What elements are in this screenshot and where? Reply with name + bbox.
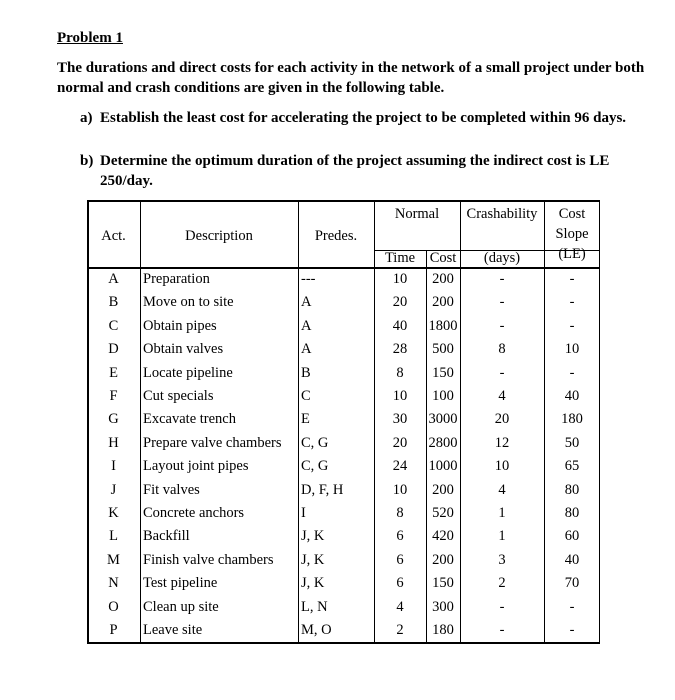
row-normal-time: 40 xyxy=(392,317,408,334)
header-act: Act. xyxy=(101,228,126,244)
row-description: Backfill xyxy=(143,528,190,545)
row-normal-time: 20 xyxy=(392,294,408,311)
row-crashability: 20 xyxy=(494,411,510,428)
row-crashability: 4 xyxy=(498,481,506,498)
row-predecessors: C xyxy=(301,388,311,404)
row-crashability: - xyxy=(499,364,505,381)
row-crashability: - xyxy=(499,622,505,638)
col-border-act xyxy=(140,200,141,642)
row-normal-cost: 500 xyxy=(432,341,454,358)
row-crashability: 2 xyxy=(498,575,506,592)
row-act: J xyxy=(110,481,117,498)
row-description: Prepare valve chambers xyxy=(143,434,282,451)
row-description: Move on to site xyxy=(143,294,234,311)
row-predecessors: J, K xyxy=(301,575,325,592)
row-predecessors: B xyxy=(301,364,311,381)
row-predecessors: A xyxy=(301,341,312,358)
row-crashability: 10 xyxy=(494,458,510,475)
row-predecessors: E xyxy=(301,411,310,428)
header-days: (days) xyxy=(483,250,521,266)
table-top-border xyxy=(87,200,600,202)
row-predecessors: J, K xyxy=(301,528,325,545)
row-cost-slope: - xyxy=(569,271,575,287)
question-b-text: Determine the optimum duration of the project assuming the indirect cost is LE 250/day. xyxy=(100,153,610,189)
row-cost-slope: - xyxy=(569,317,575,334)
row-description: Layout joint pipes xyxy=(143,458,249,475)
row-normal-time: 6 xyxy=(396,575,404,592)
row-normal-cost: 520 xyxy=(432,505,454,521)
row-description: Finish valve chambers xyxy=(143,551,274,568)
header-cost-slope-1: Cost xyxy=(558,206,586,222)
row-description: Obtain valves xyxy=(143,341,224,358)
row-cost-slope: 70 xyxy=(564,575,580,592)
row-predecessors: L, N xyxy=(301,598,328,615)
row-cost-slope: 50 xyxy=(564,434,580,451)
table-header-bottom-rule xyxy=(87,267,600,269)
row-normal-cost: 200 xyxy=(432,294,454,311)
row-crashability: - xyxy=(499,598,505,615)
problem-intro: The durations and direct costs for each activity in the network of a small project under both normal and crash conditions are given in the following table. xyxy=(57,60,645,96)
row-cost-slope: - xyxy=(569,622,575,638)
row-description: Fit valves xyxy=(143,481,200,498)
row-normal-cost: 100 xyxy=(432,388,454,404)
row-crashability: 12 xyxy=(494,434,510,451)
row-description: Cut specials xyxy=(143,388,214,404)
problem-title: Problem 1 xyxy=(57,30,123,46)
row-act: L xyxy=(109,528,118,545)
table-bottom-border xyxy=(87,642,600,644)
header-cost: Cost xyxy=(429,250,457,266)
row-crashability: 4 xyxy=(498,388,506,404)
row-normal-cost: 150 xyxy=(432,364,454,381)
row-crashability: 8 xyxy=(498,341,506,358)
row-cost-slope: 80 xyxy=(564,481,580,498)
row-cost-slope: 10 xyxy=(564,341,580,358)
question-b-label: b) xyxy=(80,153,94,169)
row-cost-slope: - xyxy=(569,364,575,381)
row-normal-cost: 1800 xyxy=(428,317,458,334)
row-act: I xyxy=(111,458,116,475)
row-predecessors: C, G xyxy=(301,458,329,475)
row-predecessors: I xyxy=(301,505,306,521)
header-description: Description xyxy=(185,228,253,244)
row-description: Preparation xyxy=(143,271,210,287)
row-normal-time: 8 xyxy=(396,364,404,381)
question-a-label: a) xyxy=(80,110,93,126)
row-cost-slope: - xyxy=(569,294,575,311)
row-predecessors: A xyxy=(301,294,312,311)
row-predecessors: --- xyxy=(301,271,316,287)
row-cost-slope: 40 xyxy=(564,551,580,568)
row-act: G xyxy=(108,411,119,428)
row-cost-slope: 80 xyxy=(564,505,580,521)
row-crashability: - xyxy=(499,294,505,311)
row-predecessors: J, K xyxy=(301,551,325,568)
header-normal: Normal xyxy=(394,206,440,222)
row-cost-slope: 65 xyxy=(564,458,580,475)
row-normal-time: 24 xyxy=(392,458,408,475)
row-normal-time: 6 xyxy=(396,551,404,568)
row-crashability: - xyxy=(499,271,505,287)
row-normal-cost: 300 xyxy=(432,598,454,615)
row-predecessors: A xyxy=(301,317,312,334)
header-predes: Predes. xyxy=(314,228,358,244)
row-description: Excavate trench xyxy=(143,411,236,428)
row-description: Clean up site xyxy=(143,598,219,615)
row-predecessors: C, G xyxy=(301,434,329,451)
activity-table xyxy=(87,200,600,642)
col-border-desc xyxy=(298,200,299,642)
row-act: N xyxy=(108,575,119,592)
row-predecessors: M, O xyxy=(301,622,332,638)
row-act: P xyxy=(109,622,118,638)
row-cost-slope: 60 xyxy=(564,528,580,545)
row-act: D xyxy=(108,341,119,358)
header-crashability: Crashability xyxy=(466,206,538,222)
row-normal-cost: 420 xyxy=(432,528,454,545)
row-act: C xyxy=(108,317,119,334)
row-normal-time: 10 xyxy=(392,271,408,287)
row-normal-time: 30 xyxy=(392,411,408,428)
row-normal-time: 4 xyxy=(396,598,404,615)
row-cost-slope: 180 xyxy=(561,411,583,428)
header-cost-slope-2: Slope xyxy=(555,226,589,242)
row-normal-time: 20 xyxy=(392,434,408,451)
row-crashability: - xyxy=(499,317,505,334)
row-crashability: 3 xyxy=(498,551,506,568)
row-act: B xyxy=(108,294,119,311)
row-act: F xyxy=(109,388,118,404)
row-normal-cost: 200 xyxy=(432,271,454,287)
row-normal-time: 6 xyxy=(396,528,404,545)
row-normal-cost: 180 xyxy=(432,622,454,638)
row-normal-time: 10 xyxy=(392,388,408,404)
row-act: K xyxy=(108,505,119,521)
header-cost-slope-3: (LE) xyxy=(558,246,586,262)
row-cost-slope: - xyxy=(569,598,575,615)
row-act: O xyxy=(108,598,119,615)
row-cost-slope: 40 xyxy=(564,388,580,404)
header-time: Time xyxy=(384,250,416,266)
row-normal-cost: 200 xyxy=(432,551,454,568)
row-description: Obtain pipes xyxy=(143,317,217,334)
row-normal-cost: 2800 xyxy=(428,434,458,451)
row-description: Concrete anchors xyxy=(143,505,245,521)
row-normal-time: 10 xyxy=(392,481,408,498)
row-description: Leave site xyxy=(143,622,203,638)
question-a-text: Establish the least cost for accelerating the project to be completed within 96 days. xyxy=(100,110,627,126)
row-normal-time: 28 xyxy=(392,341,408,358)
row-normal-cost: 150 xyxy=(432,575,454,592)
row-normal-cost: 200 xyxy=(432,481,454,498)
row-normal-cost: 1000 xyxy=(428,458,458,475)
row-act: E xyxy=(109,364,118,381)
row-description: Locate pipeline xyxy=(143,364,233,381)
row-crashability: 1 xyxy=(498,505,506,521)
row-normal-time: 2 xyxy=(396,622,404,638)
row-act: M xyxy=(107,551,120,568)
row-normal-time: 8 xyxy=(396,505,404,521)
row-act: A xyxy=(108,271,119,287)
row-normal-cost: 3000 xyxy=(428,411,458,428)
row-act: H xyxy=(108,434,119,451)
row-predecessors: D, F, H xyxy=(301,481,344,498)
row-description: Test pipeline xyxy=(143,575,218,592)
row-crashability: 1 xyxy=(498,528,506,545)
